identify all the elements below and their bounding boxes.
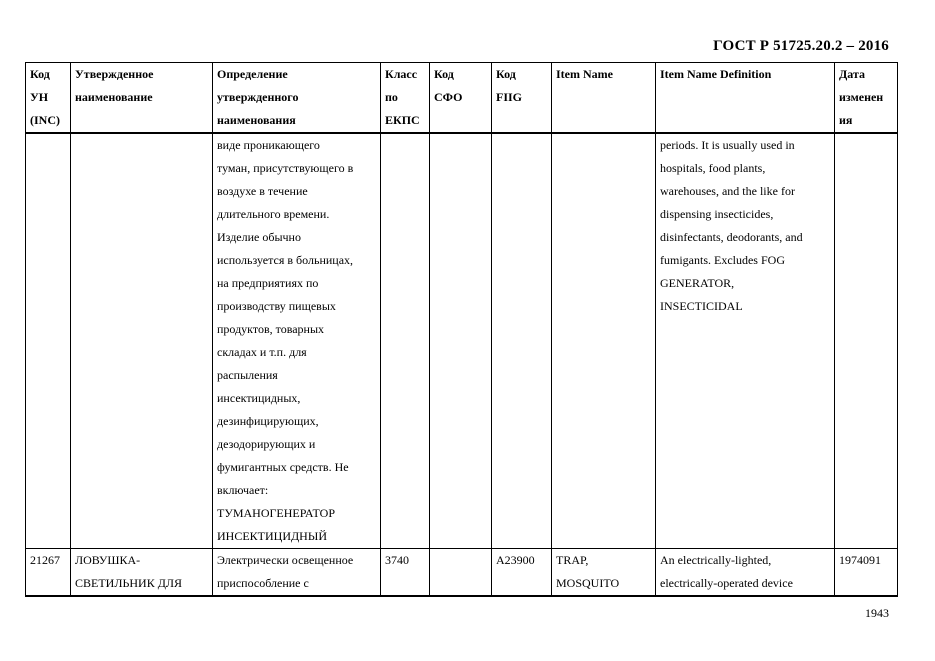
header-class: Класс по ЕКПС [381, 63, 430, 134]
cell-class [381, 133, 430, 549]
table-row [26, 549, 898, 597]
header-definition: Определение утвержденного наименования [213, 63, 381, 134]
cell-item-name-definition: periods. It is usually used in hospitals, food plants, warehouses, and the like for dispensing insecticides, disinfectants, deodorants, and fumigants. Excludes FOG GENERATOR, INSECTICIDAL [656, 133, 835, 549]
cell-definition: Электрически освещенное приспособление с [213, 549, 381, 597]
header-item-name-definition: Item Name Definition [656, 63, 835, 134]
cell-approved-name: ЛОВУШКА- СВЕТИЛЬНИК ДЛЯ [71, 549, 213, 597]
cell-class: 3740 [381, 549, 430, 597]
page-number: 1943 [865, 606, 889, 620]
document-header: ГОСТ Р 51725.20.2 – 2016 [713, 38, 889, 54]
cell-change-date [835, 133, 898, 549]
cell-definition: виде проникающего туман, присутствующего в воздухе в течение длительного времени. Изделие обычно используется в больницах, на предприятиях по производству пищевых продуктов, товарных складах и т.п. для распыления инсектицидных, дезинфицирующих, дезодорирующих и фумигантных средств. Не включает: ТУМАНОГЕНЕРАТОР ИНСЕКТИЦИДНЫЙ [213, 133, 381, 549]
cell-item-name: TRAP, MOSQUITO [552, 549, 656, 597]
cell-sfo [430, 133, 492, 549]
header-approved-name: Утвержденное наименование [71, 63, 213, 134]
table-row [26, 133, 898, 549]
table-header-row [26, 63, 898, 134]
cell-inc [26, 133, 71, 549]
header-item-name: Item Name [552, 63, 656, 134]
header-fiig: Код FIIG [492, 63, 552, 134]
header-change-date: Дата изменен ия [835, 63, 898, 134]
cell-item-name-definition: An electrically-lighted, electrically-operated device [656, 549, 835, 597]
cell-approved-name [71, 133, 213, 549]
header-sfo: Код СФО [430, 63, 492, 134]
cell-fiig: A23900 [492, 549, 552, 597]
cell-item-name [552, 133, 656, 549]
cell-fiig [492, 133, 552, 549]
catalog-table [25, 62, 898, 597]
cell-change-date: 1974091 [835, 549, 898, 597]
header-inc: Код УН (INC) [26, 63, 71, 134]
cell-sfo [430, 549, 492, 597]
cell-inc: 21267 [26, 549, 71, 597]
